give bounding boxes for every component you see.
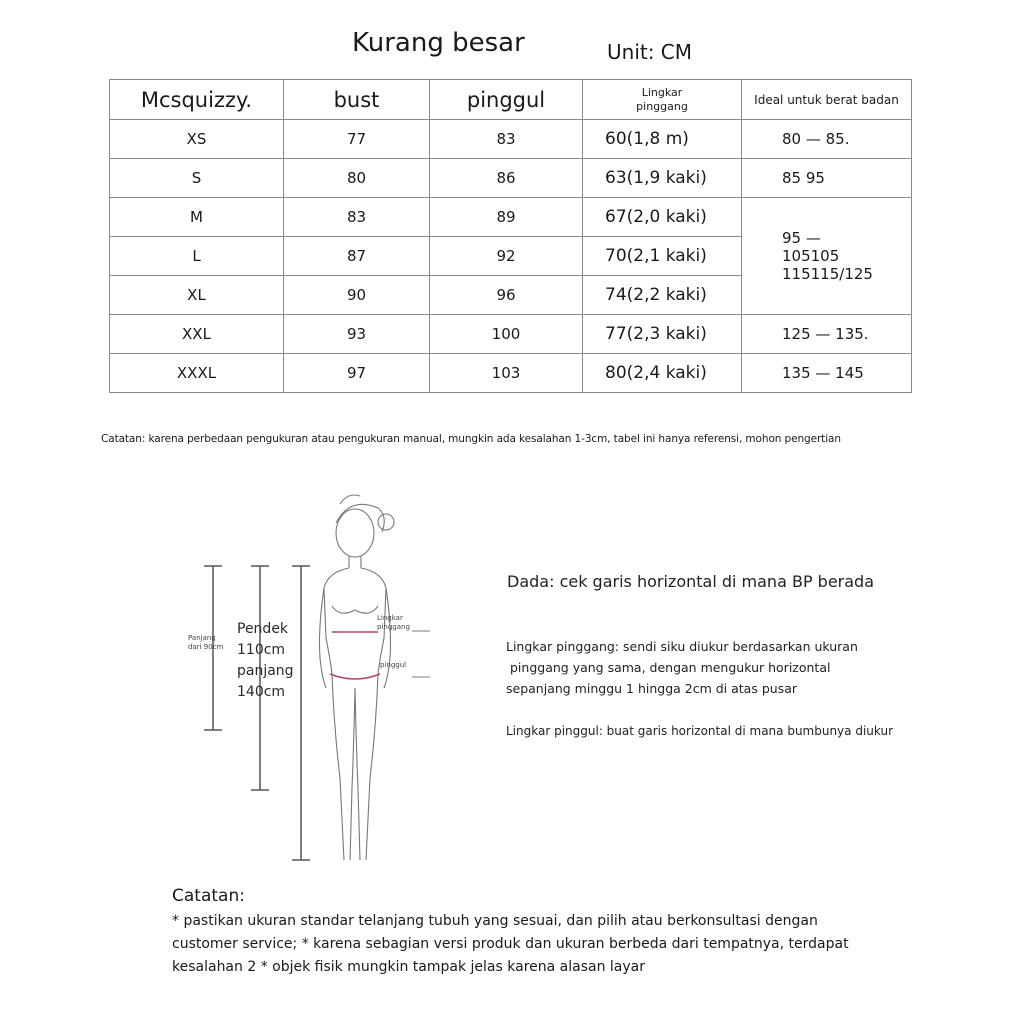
cell-size: XXL (110, 315, 284, 354)
measurement-note: Catatan: karena perbedaan pengukuran atau pengukuran manual, mungkin ada kesalahan 1-3cm, tabel ini hanya referensi, mohon pengertian (101, 433, 841, 445)
hip-marker-label: pinggul (380, 661, 407, 669)
header-waist (583, 80, 742, 120)
header-waist-line1: Lingkar (641, 85, 683, 99)
bottom-note-title: Catatan: (172, 886, 245, 906)
panjang-value: 140cm (237, 684, 286, 700)
cell-bust: 80 (284, 159, 430, 198)
cell-ideal: 80 — 85. (742, 120, 912, 159)
table-row (110, 159, 912, 198)
cell-hip: 83 (430, 120, 583, 159)
cell-waist: 63(1,9 kaki) (583, 159, 742, 198)
table-row (110, 354, 912, 393)
cell-bust: 77 (284, 120, 430, 159)
cell-hip: 89 (430, 198, 583, 237)
table-row (110, 198, 912, 237)
header-waist-line2: pinggang (636, 99, 688, 113)
cell-size: XXXL (110, 354, 284, 393)
cell-waist: 67(2,0 kaki) (583, 198, 742, 237)
cell-waist: 80(2,4 kaki) (583, 354, 742, 393)
pendek-label (237, 619, 294, 703)
table-row (110, 315, 912, 354)
measurement-figure (180, 488, 460, 878)
hip-description: Lingkar pinggul: buat garis horizontal di mana bumbunya diukur (506, 724, 894, 738)
bottom-note-line1: * pastikan ukuran standar telanjang tubuh yang sesuai, dan pilih atau berkonsultasi dengan (172, 913, 818, 929)
cell-ideal: 125 — 135. (742, 315, 912, 354)
panjang-text: panjang (237, 663, 294, 679)
table-row (110, 120, 912, 159)
chest-description: Dada: cek garis horizontal di mana BP berada (507, 572, 875, 591)
panjang-label (188, 634, 223, 652)
panjang-line1: Panjang (188, 634, 216, 642)
waist-marker-line2: pinggang (377, 623, 410, 631)
waist-marker-line1: Lingkar (377, 614, 403, 622)
waist-description-line2: pinggang yang sama, dengan mengukur horizontal (510, 660, 831, 675)
cell-hip: 96 (430, 276, 583, 315)
cell-size: XL (110, 276, 284, 315)
header-ideal: Ideal untuk berat badan (742, 80, 912, 120)
merged-ideal-line1: 95 — (782, 229, 821, 247)
cell-hip: 92 (430, 237, 583, 276)
cell-hip: 100 (430, 315, 583, 354)
cell-bust: 87 (284, 237, 430, 276)
cell-waist: 74(2,2 kaki) (583, 276, 742, 315)
cell-waist: 77(2,3 kaki) (583, 315, 742, 354)
cell-waist: 60(1,8 m) (583, 120, 742, 159)
cell-size: XS (110, 120, 284, 159)
pendek-text: Pendek (237, 621, 289, 637)
cell-ideal-merged (742, 198, 912, 315)
cell-hip: 103 (430, 354, 583, 393)
cell-size: L (110, 237, 284, 276)
bottom-note-line3: kesalahan 2 * objek fisik mungkin tampak jelas karena alasan layar (172, 959, 645, 975)
waist-marker-label (377, 614, 410, 632)
waist-description-line1: Lingkar pinggang: sendi siku diukur berdasarkan ukuran (506, 639, 858, 654)
cell-ideal: 135 — 145 (742, 354, 912, 393)
bottom-note-body (172, 910, 872, 979)
cell-bust: 83 (284, 198, 430, 237)
merged-ideal-line3: 115115/125 (782, 265, 873, 283)
waist-description-line3: sepanjang minggu 1 hingga 2cm di atas pusar (506, 681, 797, 696)
cell-ideal: 85 95 (742, 159, 912, 198)
panjang-line2: dari 90cm (188, 643, 224, 651)
header-hip: pinggul (430, 80, 583, 120)
page-title: Kurang besar (352, 28, 525, 58)
cell-bust: 90 (284, 276, 430, 315)
merged-ideal-line2: 105105 (782, 247, 840, 265)
cell-hip: 86 (430, 159, 583, 198)
cell-waist: 70(2,1 kaki) (583, 237, 742, 276)
cell-size: S (110, 159, 284, 198)
female-body-illustration-icon (180, 488, 460, 878)
header-bust: bust (284, 80, 430, 120)
table-header-row (110, 80, 912, 120)
size-table (109, 79, 912, 393)
unit-label: Unit: CM (607, 40, 693, 64)
cell-bust: 93 (284, 315, 430, 354)
waist-description (506, 636, 906, 699)
pendek-value: 110cm (237, 642, 286, 658)
cell-bust: 97 (284, 354, 430, 393)
header-brand: Mcsquizzy. (110, 80, 284, 120)
cell-size: M (110, 198, 284, 237)
bottom-note-line2: customer service; * karena sebagian versi produk dan ukuran berbeda dari tempatnya, terdapat (172, 936, 849, 952)
